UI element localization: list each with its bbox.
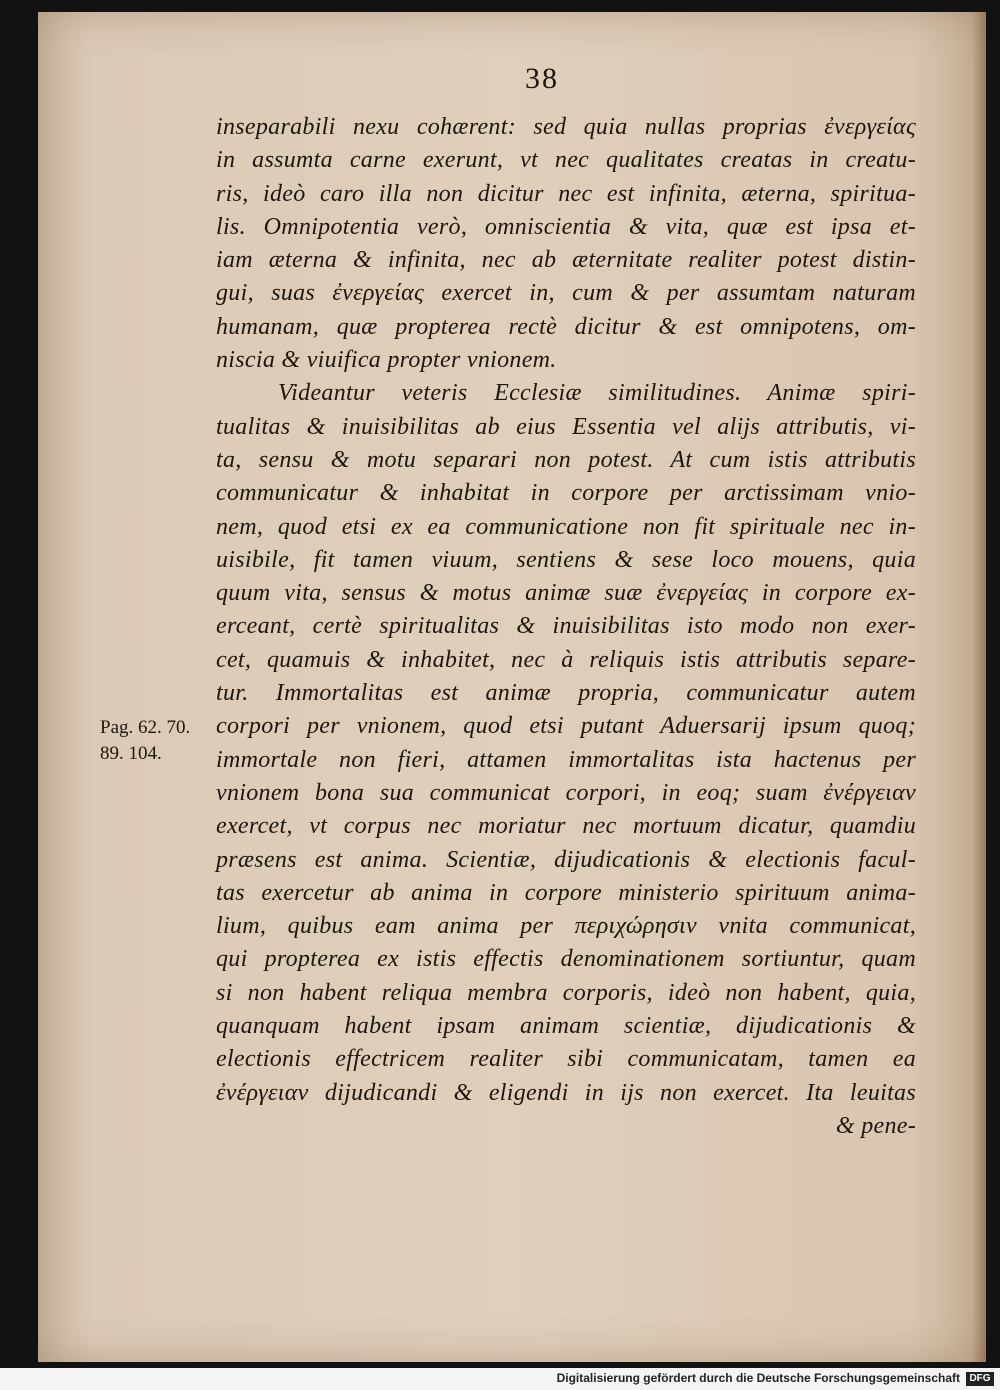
page-number: 38 bbox=[525, 62, 559, 95]
text-line: ἐνέργειαν dijudicandi & eligendi in ijs non exercet. Ita leuitas bbox=[216, 1079, 916, 1106]
text-line: communicatur & inhabitat in corpore per arctissimam vnio- bbox=[216, 480, 916, 507]
text-line: uisibile, fit tamen viuum, sentiens & sese loco mouens, quia bbox=[216, 546, 916, 573]
footer-bar bbox=[0, 1368, 1000, 1390]
text-line: in assumta carne exerunt, vt nec qualitates creatas in creatu- bbox=[216, 147, 916, 174]
text-line: immortale non fieri, attamen immortalitas ista hactenus per bbox=[216, 746, 916, 773]
text-line: lis. Omnipotentia verò, omniscientia & vita, quæ est ipsa et- bbox=[216, 213, 916, 240]
dfg-logo: DFG bbox=[966, 1372, 994, 1386]
text-line: corpori per vnionem, quod etsi putant Aduersarij ipsum quoq; bbox=[216, 713, 916, 740]
marginal-reference-line: Pag. 62. 70. bbox=[100, 717, 191, 738]
text-line: iam æterna & infinita, nec ab æternitate realiter potest distin- bbox=[216, 247, 916, 274]
marginal-reference bbox=[100, 715, 250, 767]
page-edge-shadow bbox=[972, 12, 986, 1362]
text-line: gui, suas ἐνεργείας exercet in, cum & per assumtam naturam bbox=[216, 280, 916, 307]
text-line: tur. Immortalitas est animæ propria, communicatur autem bbox=[216, 680, 916, 707]
text-line: erceant, certè spiritualitas & inuisibilitas isto modo non exer- bbox=[216, 613, 916, 640]
text-line: si non habent reliqua membra corporis, ideò non habent, quia, bbox=[216, 979, 916, 1006]
text-line: Videantur veteris Ecclesiæ similitudines. Animæ spiri- bbox=[278, 380, 916, 407]
text-line: cet, quamuis & inhabitet, nec à reliquis istis attributis separe- bbox=[216, 646, 916, 673]
text-line: præsens est anima. Scientiæ, dijudicationis & electionis facul- bbox=[216, 846, 916, 873]
text-line: quanquam habent ipsam animam scientiæ, dijudicationis & bbox=[216, 1013, 916, 1040]
text-line: ta, sensu & motu separari non potest. At cum istis attributis bbox=[216, 446, 916, 473]
body-text bbox=[216, 111, 916, 1143]
funding-credit: Digitalisierung gefördert durch die Deutsche Forschungsgemeinschaft bbox=[556, 1371, 960, 1385]
text-line: vnionem bona sua communicat corpori, in eoq; suam ἐνέργειαν bbox=[216, 779, 916, 806]
catchword: & pene- bbox=[835, 1112, 916, 1139]
text-line: tas exercetur ab anima in corpore ministerio spirituum anima- bbox=[216, 879, 916, 906]
text-line: quum vita, sensus & motus animæ suæ ἐνεργείας in corpore ex- bbox=[216, 580, 916, 607]
text-line: niscia & viuifica propter vnionem. bbox=[216, 347, 557, 374]
text-line: electionis effectricem realiter sibi communicatam, tamen ea bbox=[216, 1046, 916, 1073]
text-line: tualitas & inuisibilitas ab eius Essentia vel alijs attributis, vi- bbox=[216, 413, 916, 440]
text-line: qui propterea ex istis effectis denominationem sortiuntur, quam bbox=[216, 946, 916, 973]
text-line: ris, ideò caro illa non dicitur nec est infinita, æterna, spiritua- bbox=[216, 180, 916, 207]
text-line: inseparabili nexu cohærent: sed quia nullas proprias ἐνεργείας bbox=[216, 114, 916, 140]
text-line: exercet, vt corpus nec moriatur nec mortuum dicatur, quamdiu bbox=[216, 813, 916, 840]
text-line: lium, quibus eam anima per περιχώρησιν vnita communicat, bbox=[216, 913, 916, 940]
text-line: nem, quod etsi ex ea communicatione non fit spirituale nec in- bbox=[216, 513, 916, 540]
text-line: humanam, quæ propterea rectè dicitur & est omnipotens, om- bbox=[216, 313, 916, 340]
marginal-reference-line: 89. 104. bbox=[100, 743, 162, 764]
